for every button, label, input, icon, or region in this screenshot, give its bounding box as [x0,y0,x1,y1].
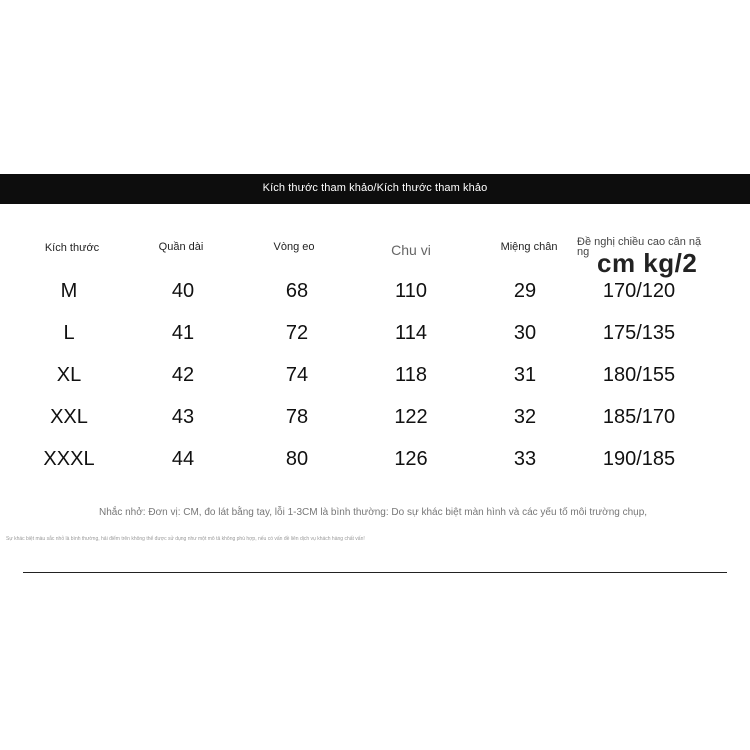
title-banner [0,174,750,204]
cell-suggest: 170/120 [602,280,676,302]
header-waist: Vòng eo [273,241,315,253]
banner-title: Kích thước tham khảo/Kích thước tham khảo [262,182,488,194]
cell-size: XXXL [43,448,95,470]
cell-hem: 32 [513,406,537,428]
cell-length: 40 [171,280,195,302]
cell-size: XXL [50,406,88,428]
cell-hip: 122 [394,406,428,428]
cell-hem: 33 [513,448,537,470]
bottom-divider [23,572,727,573]
cell-length: 43 [171,406,195,428]
header-suggest: Đề nghị chiều cao cân nặng [577,236,702,258]
header-hip: Chu vi [391,242,431,258]
cell-waist: 78 [285,406,309,428]
header-unit: cm kg/2 [597,248,698,278]
cell-hip: 110 [395,280,427,302]
header-size: Kích thước [44,242,100,254]
cell-waist: 80 [285,448,309,470]
cell-suggest: 180/155 [602,364,676,386]
cell-hip: 126 [394,448,428,470]
cell-length: 41 [171,322,195,344]
measurement-note: Nhắc nhở: Đơn vị: CM, đo lát bằng tay, lỗi 1-3CM là bình thường: Do sự khác biệt màn hình và các yếu tố môi trường chụp, [99,507,648,518]
cell-waist: 68 [285,280,309,302]
fine-print: Sự khác biệt màu sắc nhỏ là bình thường, hải điểm trên không thể được sử dụng như một mô tả không phù hợp, nếu có vấn đề liên dịch vụ khách hàng chất vấn! [6,536,365,542]
cell-suggest: 175/135 [602,322,676,344]
header-length: Quần dài [158,241,204,253]
cell-waist: 72 [285,322,309,344]
cell-suggest: 185/170 [602,406,676,428]
cell-hip: 118 [395,364,427,386]
cell-length: 44 [171,448,195,470]
cell-hem: 30 [513,322,537,344]
cell-size: L [63,322,75,344]
cell-length: 42 [171,364,195,386]
header-hem: Miệng chân [500,241,558,253]
cell-size: XL [56,364,82,386]
cell-hip: 114 [395,322,427,344]
cell-suggest: 190/185 [602,448,676,470]
cell-hem: 31 [513,364,537,386]
cell-size: M [60,280,78,302]
cell-waist: 74 [285,364,309,386]
cell-hem: 29 [513,280,537,302]
